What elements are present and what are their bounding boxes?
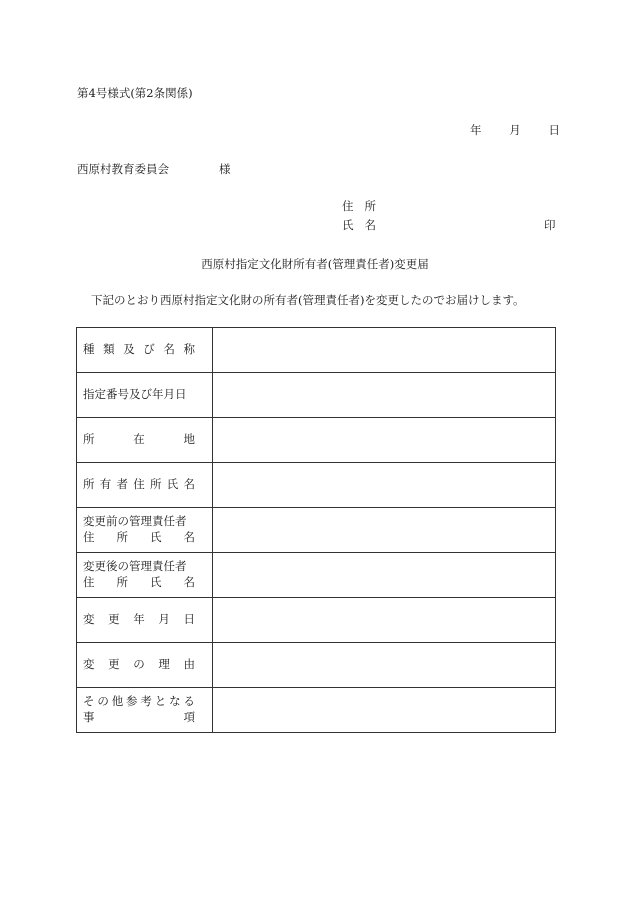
row-label-char: 氏 bbox=[150, 530, 162, 544]
row-label-char: 所 bbox=[83, 432, 95, 447]
row-label-char: び bbox=[143, 342, 155, 357]
row-value-field[interactable] bbox=[213, 418, 556, 463]
row-label-char: 名 bbox=[163, 342, 175, 357]
document-title: 西原村指定文化財所有者(管理責任者)変更届 bbox=[201, 257, 429, 271]
row-label-char: 名 bbox=[183, 530, 195, 544]
row-label-text: 指定番号及び年月日 bbox=[83, 387, 187, 402]
row-label-char: 住 bbox=[133, 477, 145, 492]
row-value-field[interactable] bbox=[213, 643, 556, 688]
table-row bbox=[77, 373, 556, 418]
table-row bbox=[77, 688, 556, 733]
row-label-char: 月 bbox=[158, 612, 170, 627]
table-row bbox=[77, 418, 556, 463]
row-label-text: 変更後の管理責任者 bbox=[83, 559, 187, 574]
row-label-text bbox=[83, 710, 195, 726]
row-label-char: 年 bbox=[133, 612, 145, 627]
row-value-field[interactable] bbox=[213, 553, 556, 598]
row-label-char: 変 bbox=[83, 657, 95, 672]
row-label-char: 名 bbox=[183, 575, 195, 589]
row-label-char: と bbox=[154, 694, 167, 709]
row-label-char: 類 bbox=[103, 342, 115, 357]
row-label-char: 者 bbox=[116, 477, 128, 492]
table-row bbox=[77, 328, 556, 373]
row-label bbox=[77, 373, 213, 418]
row-label-char: 有 bbox=[99, 477, 112, 492]
row-label-char: 住 bbox=[83, 530, 95, 544]
row-label-text bbox=[83, 477, 195, 493]
row-label bbox=[77, 328, 213, 373]
row-label-char: そ bbox=[83, 694, 95, 709]
row-label-char: の bbox=[97, 694, 109, 709]
form-number: 第4号様式(第2条関係) bbox=[77, 86, 193, 100]
seal-mark: 印 bbox=[544, 218, 556, 232]
row-label-text bbox=[83, 657, 195, 673]
row-label bbox=[77, 643, 213, 688]
row-label bbox=[77, 418, 213, 463]
row-label-char: 事 bbox=[83, 710, 95, 724]
row-value-field[interactable] bbox=[213, 688, 556, 733]
table-row bbox=[77, 508, 556, 553]
row-label-char: 理 bbox=[158, 657, 170, 672]
row-label-char: 考 bbox=[140, 694, 152, 709]
row-label-text bbox=[83, 342, 195, 358]
date-line bbox=[470, 122, 560, 138]
row-label-char: 参 bbox=[126, 694, 138, 709]
row-label-char: 更 bbox=[108, 657, 120, 672]
row-label-char: 変 bbox=[83, 612, 95, 627]
row-label-char: 称 bbox=[183, 342, 195, 357]
row-label-char: 在 bbox=[133, 432, 145, 447]
row-label-text bbox=[83, 612, 195, 628]
row-label-char: 地 bbox=[183, 432, 195, 447]
row-value-field[interactable] bbox=[213, 463, 556, 508]
row-label-char: 住 bbox=[83, 575, 95, 589]
row-value-field[interactable] bbox=[213, 508, 556, 553]
row-label-char: 氏 bbox=[150, 575, 162, 589]
row-label-text: 変更前の管理責任者 bbox=[83, 514, 187, 529]
table-row bbox=[77, 553, 556, 598]
row-label-char: 及 bbox=[123, 342, 135, 357]
table-row bbox=[77, 463, 556, 508]
row-label-char: 項 bbox=[183, 710, 195, 724]
row-label-char: 種 bbox=[83, 342, 95, 357]
row-label-char: 名 bbox=[183, 477, 195, 492]
row-label-char: 所 bbox=[150, 477, 162, 492]
row-label bbox=[77, 508, 213, 553]
row-label-char: 由 bbox=[183, 657, 195, 672]
row-label bbox=[77, 598, 213, 643]
row-value-field[interactable] bbox=[213, 373, 556, 418]
row-label-char: の bbox=[133, 657, 145, 672]
row-label-char: る bbox=[183, 694, 195, 709]
row-label-char: 他 bbox=[111, 694, 124, 709]
table-row bbox=[77, 643, 556, 688]
intro-text: 下記のとおり西原村指定文化財の所有者(管理責任者)を変更したのでお届けします。 bbox=[91, 293, 525, 307]
row-label-text bbox=[83, 432, 195, 448]
recipient-name: 西原村教育委員会 bbox=[77, 162, 169, 176]
row-label-char: 日 bbox=[183, 612, 195, 627]
form-table bbox=[76, 327, 556, 733]
row-label-text bbox=[83, 694, 195, 710]
row-label-char: 所 bbox=[83, 477, 95, 492]
row-label bbox=[77, 553, 213, 598]
date-year-label: 年 bbox=[470, 123, 482, 137]
table-row bbox=[77, 598, 556, 643]
applicant-address-label: 住所 bbox=[342, 199, 387, 213]
row-value-field[interactable] bbox=[213, 598, 556, 643]
row-label bbox=[77, 688, 213, 733]
row-label-text bbox=[83, 530, 195, 546]
row-value-field[interactable] bbox=[213, 328, 556, 373]
row-label-char: 所 bbox=[116, 530, 128, 544]
row-label bbox=[77, 463, 213, 508]
date-day-label: 日 bbox=[548, 123, 560, 137]
row-label-char: 氏 bbox=[166, 477, 179, 492]
row-label-char: 所 bbox=[116, 575, 128, 589]
row-label-char: 更 bbox=[108, 612, 120, 627]
row-label-text bbox=[83, 575, 195, 591]
date-month-label: 月 bbox=[509, 123, 521, 137]
row-label-char: な bbox=[169, 694, 181, 709]
applicant-name-label: 氏名 bbox=[342, 218, 387, 232]
recipient-honorific: 様 bbox=[219, 162, 231, 176]
